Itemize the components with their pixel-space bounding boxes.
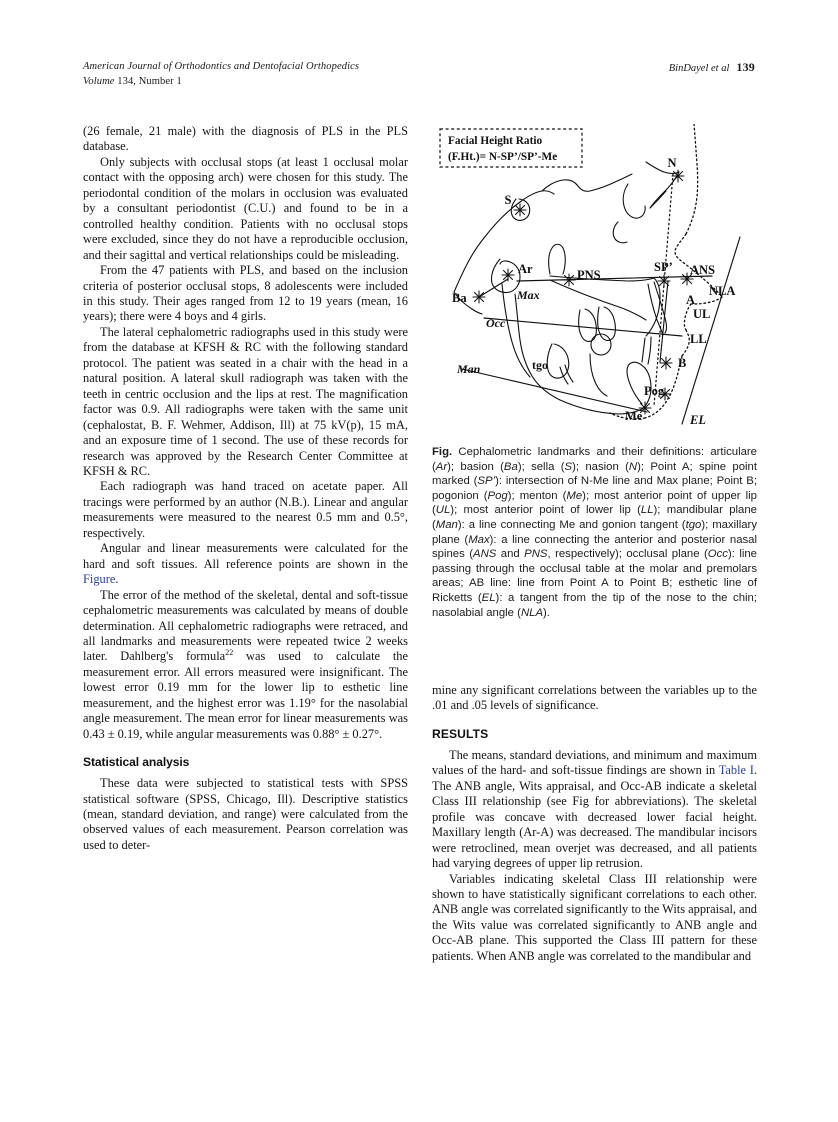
figure-block xyxy=(432,124,757,620)
landmark-label-group xyxy=(452,156,735,427)
cranial-vault-extension xyxy=(615,174,632,182)
paragraph-method-error xyxy=(83,588,408,743)
occlusal-contact-outline xyxy=(591,334,611,355)
s-n-line-hidden xyxy=(520,173,678,210)
legend-line-1: Facial Height Ratio xyxy=(448,135,543,147)
caption-text: ): a tangent from the tip of the nose to the chin; nasolabial angle ( xyxy=(432,591,757,619)
caption-text: ); sella ( xyxy=(517,460,565,473)
caption-abbreviation: Pog xyxy=(487,489,508,502)
paragraph-text-tail: . xyxy=(115,572,119,587)
caption-text: , respectively); occlusal plane ( xyxy=(547,548,708,561)
soft-tissue-forehead xyxy=(686,124,698,234)
soft-tissue-upper-lip xyxy=(684,304,691,330)
label-NLA: NLA xyxy=(709,284,736,298)
running-head-right xyxy=(669,60,755,75)
label-LL: LL xyxy=(690,332,707,346)
caption-text: Cephalometric landmarks and their definitions: articulare ( xyxy=(432,446,757,473)
upper-incisor-outline xyxy=(654,282,667,333)
caption-abbreviation: UL xyxy=(435,504,451,517)
label-Me: Me xyxy=(625,409,643,423)
caption-abbreviation: Occ xyxy=(707,548,728,561)
caption-abbreviation: NLA xyxy=(520,606,544,619)
label-B: B xyxy=(678,356,687,370)
paragraph-text: Angular and linear measurements were calculated for the hard and soft tissues. All reference points are shown in the xyxy=(83,541,408,571)
caption-text: ); most anterior point of upper lip ( xyxy=(432,489,757,517)
journal-title: American Journal of Orthodontics and Dentofacial Orthopedics xyxy=(83,61,360,72)
label-Occ: Occ xyxy=(486,316,506,330)
left-column xyxy=(83,124,408,853)
label-N: N xyxy=(667,156,677,170)
paragraph: Variables indicating skeletal Class III relationship were shown to have statistically significant correlations to each other. ANB angle was correlated significantly to the Wits appraisal, and the Wits value was correlated significantly to ANB angle and Occ-AB plane. This supported the Class III pattern for these patients. When ANB angle was correlated to the mandibular and xyxy=(432,871,757,963)
right-column xyxy=(432,683,757,964)
caption-abbreviation: SP’ xyxy=(477,475,496,488)
label-Ar: Ar xyxy=(518,262,533,276)
caption-abbreviation: Ar xyxy=(435,460,448,473)
caption-abbreviation: N xyxy=(628,460,638,473)
pterygomaxillary-fissure xyxy=(549,244,566,274)
paragraph-figure-reference xyxy=(83,541,408,587)
label-Pog: Pog xyxy=(644,384,665,398)
caption-text: ): intersection of N-Me line and Max plane; Point B; pogonion ( xyxy=(432,475,757,502)
landmark-marker-N xyxy=(672,170,684,182)
caption-abbreviation: EL xyxy=(481,591,496,604)
caption-abbreviation: ANS xyxy=(473,548,497,561)
mandibular-anterior-outline xyxy=(590,354,607,396)
paragraph: Only subjects with occlusal stops (at least 1 occlusal molar contact with the opposing arch) were chosen for this study. The periodontal condition of the molars in occlusion was evaluated by a consultant periodontist (C.U.) and found to be in a controlled healthy condition. Patients with no occlusal stops were excluded, since they do not have a reproducible occlusion, and their sagittal and vertical relationships could be misleading. xyxy=(83,154,408,262)
caption-text: ); menton ( xyxy=(507,489,567,502)
figure-caption xyxy=(432,445,757,620)
paragraph-text-tail: was used to calculate the measurement error. All errors measured were insignificant. The lowest error 0.19 mm for the lower lip to esthetic line measurement, and the highest error was 1.19° for the nasolabial angle measurement. The mean error for linear measurements was 0.43 ± 0.19, while angular measurements was 0.88° ± 0.27°. xyxy=(83,649,408,741)
authors-shorthand: BinDayel et al xyxy=(668,63,730,74)
landmark-marker-PNS xyxy=(563,274,575,286)
caption-abbreviation: Man xyxy=(435,518,458,531)
figure-link[interactable]: Figure xyxy=(83,572,116,587)
figure-caption-body xyxy=(432,446,757,619)
label-Ba: Ba xyxy=(452,291,467,305)
caption-abbreviation: PNS xyxy=(524,548,548,561)
label-tgo: tgo xyxy=(532,358,548,372)
heading-statistical-analysis: Statistical analysis xyxy=(83,755,190,770)
caption-text: ): line passing through the occlusal table at the molar and premolars areas; AB line: line from Point A to Point B; esthetic line of Ricketts ( xyxy=(432,548,757,604)
landmark-marker-S xyxy=(514,204,526,216)
caption-abbreviation: tgo xyxy=(685,518,702,531)
volume-value: 134, Number 1 xyxy=(117,75,182,87)
nasal-bone-edge xyxy=(650,191,666,208)
soft-tissue-nose-base xyxy=(691,297,722,304)
caption-abbreviation: LL xyxy=(640,504,654,517)
nasal-dorsum-bone xyxy=(650,172,679,208)
running-head xyxy=(83,60,755,89)
landmark-marker-Ar xyxy=(502,269,514,281)
caption-abbreviation: S xyxy=(564,460,573,473)
paragraph: These data were subjected to statistical tests with SPSS statistical software (SPSS, Chicago, Ill). Descriptive statistics (mean, standard deviation, and range) were calculated from the observed values of each measurement. Pearson correlation was used to deter- xyxy=(83,776,408,852)
landmark-marker-SP xyxy=(658,275,670,287)
heading-results: RESULTS xyxy=(432,726,489,741)
label-SP: SP’ xyxy=(654,260,673,274)
figure-caption-label: Fig. xyxy=(432,446,453,458)
caption-text: ); basion ( xyxy=(447,460,504,473)
paragraph-results xyxy=(432,748,757,872)
label-UL: UL xyxy=(693,307,711,321)
table-link[interactable]: Table I xyxy=(718,763,754,778)
label-A: A xyxy=(686,293,696,307)
landmark-marker-Ba xyxy=(473,291,485,303)
caption-text: ); nasion ( xyxy=(572,460,629,473)
legend-line-2: (F.Ht.)= N-SP’/SP’-Me xyxy=(448,151,558,163)
caption-text: ): a line connecting Me and gonion tangent ( xyxy=(457,518,686,531)
nasal-bone-inner-outline xyxy=(613,222,627,243)
facial-height-ratio-legend xyxy=(440,129,582,167)
paragraph: The lateral cephalometric radiographs used in this study were from the database at KFSH & RC with the following standard protocol. The patient was seated in a chair with the head in a natural position. A lateral skull radiograph was taken with the teeth in centric occlusion and the lips at rest. The magnification factor was 0.9. All radiographs were taken with the same unit (cephalostat, B. F. Wehmer, Addison, Ill) at 75 kV(p), 15 mA, and an exposure time of 1 second. The use of these records for research was approved by the Research Center Committee at KFSH & RC. xyxy=(83,324,408,478)
mandibular-plane-line xyxy=(462,369,647,412)
volume-issue xyxy=(83,75,359,90)
caption-abbreviation: Me xyxy=(566,489,583,502)
ramus-anterior-border xyxy=(515,294,560,400)
label-Man: Man xyxy=(457,362,481,376)
landmark-marker-B xyxy=(660,357,672,369)
mandibular-molar-outline xyxy=(547,344,569,378)
caption-abbreviation: Ba xyxy=(503,460,518,473)
label-PNS: PNS xyxy=(577,268,601,282)
caption-text: ); Point A; spine point marked ( xyxy=(432,460,757,488)
caption-text: ); mandibular plane ( xyxy=(432,504,757,531)
citation-marker[interactable]: 22 xyxy=(225,648,234,658)
label-S: S xyxy=(504,193,512,207)
caption-text: ). xyxy=(543,606,550,619)
label-Max: Max xyxy=(517,288,540,302)
volume-word: Volume xyxy=(83,75,115,87)
caption-text: ); most anterior point of lower lip ( xyxy=(450,504,641,517)
cephalometric-tracing-figure xyxy=(432,124,757,436)
frontal-sinus-outline xyxy=(623,184,645,218)
caption-text: and xyxy=(496,548,525,561)
paragraph-text: The error of the method of the skeletal, dental and soft-tissue cephalometric measurements was calculated by means of double determination. All cephalometric radiographs were retraced, and all landmarks and measurements were repeated twice 2 weeks later. Dahlberg's formula xyxy=(83,587,408,664)
lower-incisor-outline xyxy=(642,338,645,362)
paragraph-text: The means, standard deviations, and minimum and maximum values of the hard- and soft-tissue findings are shown in xyxy=(432,747,757,778)
paragraph: From the 47 patients with PLS, and based on the inclusion criteria of posterior occlusal stops, 8 adolescents were included in this study. Their ages ranged from 12 to 19 years (mean, 16 years); there were 4 boys and 4 girls. xyxy=(83,263,408,324)
label-ANS: ANS xyxy=(690,263,716,277)
soft-tissue-lower-lip xyxy=(682,330,689,356)
cephalogram-drawing xyxy=(432,124,757,436)
paragraph: mine any significant correlations between the variables up to the .01 and .05 levels of significance. xyxy=(432,683,757,713)
running-head-left xyxy=(83,60,359,89)
caption-abbreviation: Max xyxy=(468,533,490,546)
label-EL: EL xyxy=(690,413,706,427)
cranial-vault-path xyxy=(542,180,615,191)
caption-text: ): a line connecting the anterior and posterior nasal spines ( xyxy=(432,533,758,561)
paragraph: (26 female, 21 male) with the diagnosis of PLS in the PLS database. xyxy=(83,124,408,154)
page-number: 139 xyxy=(736,60,755,74)
lower-incisor-outline-2 xyxy=(648,337,651,364)
chin-inner-outline xyxy=(627,362,645,404)
paragraph-text-tail: . The ANB angle, Wits appraisal, and Occ-AB indicate a skeletal Class III relationship (see Fig for abbreviations). The skeletal profile was concave with decreased lower facial height. Maxillary length (Ar-A) was decreased. The mandibular incisors were retroclined, mean overjet was decreased, and all patients had varying degrees of upper lip retrusion. xyxy=(432,763,757,871)
paragraph: Each radiograph was hand traced on acetate paper. All tracings were performed by an author (N.B.). Linear and angular measurements were measured to the nearest 0.5 mm and 0.5°, respectively. xyxy=(83,479,408,540)
caption-text: ); maxillary plane ( xyxy=(432,518,757,546)
